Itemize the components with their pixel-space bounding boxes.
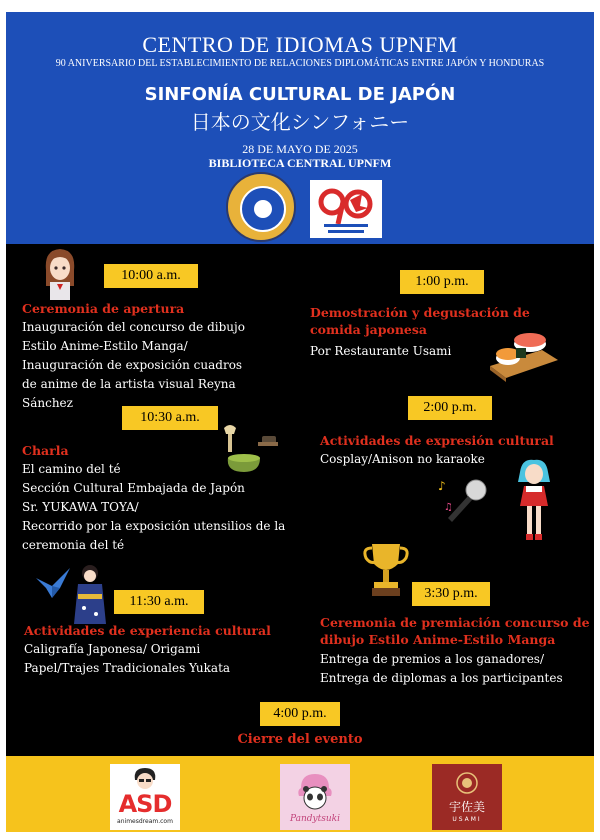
event-date: 28 DE MAYO DE 2025 <box>242 142 358 156</box>
activity-title: Ceremonia de premiación concurso de dibujo Estilo Anime-Estilo Manga <box>320 615 590 647</box>
time-badge: 11:30 a.m. <box>114 590 204 614</box>
time-badge: 2:00 p.m. <box>408 396 492 420</box>
usami-logo-text: USAMI <box>452 816 482 823</box>
activity-description: Caligrafía Japonesa/ Origami Papel/Trajes Tradicionales Yukata <box>24 642 231 675</box>
anime-girl-icon <box>40 246 80 300</box>
usami-logo-icon <box>432 764 502 830</box>
closing-title: Cierre del evento <box>237 732 363 747</box>
activity-description: Entrega de premios a los ganadores/ Entrega de diplomas a los participantes <box>320 652 563 685</box>
centro-de-idiomas-seal-icon <box>226 172 296 242</box>
activity-title: Ceremonia de apertura <box>22 301 185 316</box>
time-badge: 1:00 p.m. <box>400 270 484 294</box>
activity-description: Por Restaurante Usami <box>310 344 452 358</box>
trophy-icon <box>362 540 410 598</box>
activity-title: Actividades de experiencia cultural <box>24 623 271 638</box>
activity-title: Demostración y degustación de comida japonesa <box>310 305 530 337</box>
origami-crane-icon <box>34 566 72 600</box>
microphone-icon <box>436 476 490 524</box>
activity-title: Actividades de expresión cultural <box>320 433 554 448</box>
time-badge: 10:00 a.m. <box>104 264 198 288</box>
cosplay-girl-icon <box>514 458 554 542</box>
event-name: SINFONÍA CULTURAL DE JAPÓN <box>144 84 456 105</box>
pandytsuki-logo-text: Pandytsuki <box>289 814 341 824</box>
yukata-girl-icon <box>72 564 108 626</box>
event-poster <box>6 12 594 832</box>
time-badge: 10:30 a.m. <box>122 406 218 430</box>
institution-title: CENTRO DE IDIOMAS UPNFM <box>142 32 458 57</box>
activity-title: Charla <box>22 443 69 458</box>
asd-logo-url: animesdream.com <box>117 818 173 825</box>
usami-logo-japanese: 宇佐美 <box>448 800 485 814</box>
poster-header <box>6 12 594 244</box>
asd-logo-icon <box>110 764 180 830</box>
activity-description: El camino del té Sección Cultural Embajada de Japón Sr. YUKAWA TOYA/ Recorrido por la exposición utensilios de la ceremonia del té <box>22 462 286 552</box>
asd-logo-text: ASD <box>118 790 172 818</box>
pandytsuki-logo-icon <box>280 764 350 830</box>
time-badge: 4:00 p.m. <box>260 702 340 726</box>
90-aniversario-logo-icon <box>310 180 382 238</box>
time-badge: 3:30 p.m. <box>412 582 490 606</box>
event-name-japanese: 日本の文化シンフォニー <box>190 110 410 134</box>
sushi-icon <box>486 326 560 382</box>
event-venue: BIBLIOTECA CENTRAL UPNFM <box>208 156 392 170</box>
anniversary-subtitle: 90 ANIVERSARIO DEL ESTABLECIMIENTO DE RELACIONES DIPLOMÁTICAS ENTRE JAPÓN Y HONDURAS <box>55 58 545 69</box>
activity-description: Cosplay/Anison no karaoke <box>320 452 485 466</box>
svg-text:♫: ♫ <box>444 502 453 513</box>
svg-text:♪: ♪ <box>438 479 446 493</box>
activity-description: Inauguración del concurso de dibujo Estilo Anime-Estilo Manga/ Inauguración de exposición cuadros de anime de la artista visual Reyna Sánchez <box>22 320 245 410</box>
